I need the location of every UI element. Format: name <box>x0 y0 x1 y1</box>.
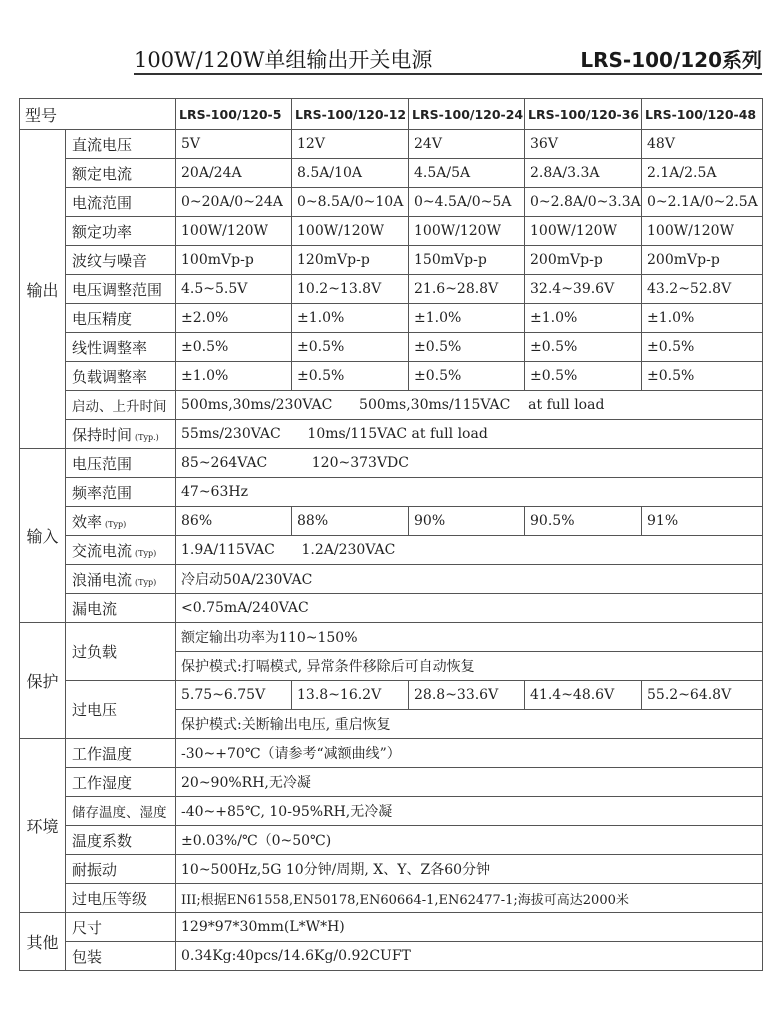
spec-value: 55ms/230VAC 10ms/115VAC at full load <box>176 420 763 449</box>
spec-value: 100W/120W <box>525 217 642 246</box>
spec-value: ±0.5% <box>642 362 763 391</box>
param-label: 储存温度、湿度 <box>66 797 176 826</box>
spec-row-frequency-range <box>20 478 763 507</box>
spec-value: ±0.5% <box>525 362 642 391</box>
param-label: 交流电流 <box>72 541 133 560</box>
spec-value: 47~63Hz <box>176 478 763 507</box>
param-label-with-typ <box>66 565 176 594</box>
param-label: 尺寸 <box>66 913 176 942</box>
param-label: 过电压等级 <box>66 884 176 913</box>
param-label: 效率 <box>72 512 103 531</box>
param-label: 电压精度 <box>66 304 176 333</box>
model-name: LRS-100/120-5 <box>176 99 292 130</box>
param-label: 耐振动 <box>66 855 176 884</box>
spec-value: ±1.0% <box>292 304 409 333</box>
spec-row-working-humidity <box>20 768 763 797</box>
spec-value: 10.2~13.8V <box>292 275 409 304</box>
spec-value: III;根据EN61558,EN50178,EN60664-1,EN62477-1;海拔可高达2000米 <box>176 884 763 913</box>
spec-value: 90.5% <box>525 507 642 536</box>
spec-value: ±1.0% <box>642 304 763 333</box>
spec-row-efficiency <box>20 507 763 536</box>
spec-row-hold-up-time <box>20 420 763 449</box>
spec-value: ±0.5% <box>409 333 525 362</box>
param-label: 包装 <box>66 942 176 971</box>
spec-value: 28.8~33.6V <box>409 681 525 710</box>
group-output: 输出 <box>20 130 66 449</box>
spec-value: 200mVp-p <box>525 246 642 275</box>
typ-note: (Typ.) <box>135 432 159 442</box>
model-series-title: LRS-100/120系列 <box>580 48 762 72</box>
spec-row-leakage-current <box>20 594 763 623</box>
spec-value: 48V <box>642 130 763 159</box>
spec-value: 88% <box>292 507 409 536</box>
spec-row-load-regulation <box>20 362 763 391</box>
group-input: 输入 <box>20 449 66 623</box>
spec-value: 10~500Hz,5G 10分钟/周期, X、Y、Z各60分钟 <box>176 855 763 884</box>
spec-value: 0~20A/0~24A <box>176 188 292 217</box>
spec-value: 0.34Kg:40pcs/14.6Kg/0.92CUFT <box>176 942 763 971</box>
spec-row-dc-voltage <box>20 130 763 159</box>
spec-value: 2.8A/3.3A <box>525 159 642 188</box>
spec-value: 21.6~28.8V <box>409 275 525 304</box>
param-label: 过电压 <box>66 681 176 739</box>
spec-value: 86% <box>176 507 292 536</box>
param-label: 温度系数 <box>66 826 176 855</box>
spec-row-overvoltage-category <box>20 884 763 913</box>
spec-value: ±0.5% <box>642 333 763 362</box>
param-label: 漏电流 <box>66 594 176 623</box>
spec-row-voltage-adj-range <box>20 275 763 304</box>
param-label: 过负载 <box>66 623 176 681</box>
spec-row-temp-coefficient <box>20 826 763 855</box>
param-label-with-typ <box>66 507 176 536</box>
spec-row-voltage-accuracy <box>20 304 763 333</box>
spec-value: 100mVp-p <box>176 246 292 275</box>
param-label-with-typ <box>66 536 176 565</box>
spec-table <box>19 98 763 971</box>
spec-value: 4.5A/5A <box>409 159 525 188</box>
spec-value: 24V <box>409 130 525 159</box>
spec-value: ±0.03%/℃（0~50℃) <box>176 826 763 855</box>
spec-value: 20A/24A <box>176 159 292 188</box>
spec-row-inrush-current <box>20 565 763 594</box>
spec-value: 100W/120W <box>409 217 525 246</box>
header-rule <box>134 73 762 75</box>
param-label-with-typ <box>66 420 176 449</box>
param-label: 工作温度 <box>66 739 176 768</box>
spec-value: ±0.5% <box>292 362 409 391</box>
model-label: 型号 <box>20 99 176 130</box>
spec-row-overload <box>20 623 763 652</box>
spec-value: 额定输出功率为110~150% <box>176 623 763 652</box>
param-label: 电压调整范围 <box>66 275 176 304</box>
spec-value: 129*97*30mm(L*W*H) <box>176 913 763 942</box>
spec-row-dimension <box>20 913 763 942</box>
spec-value: ±1.0% <box>409 304 525 333</box>
spec-row-vibration <box>20 855 763 884</box>
param-label: 启动、上升时间 <box>66 391 176 420</box>
spec-value: 13.8~16.2V <box>292 681 409 710</box>
model-name: LRS-100/120-36 <box>525 99 642 130</box>
spec-row-working-temp <box>20 739 763 768</box>
spec-value: 100W/120W <box>642 217 763 246</box>
spec-value: 55.2~64.8V <box>642 681 763 710</box>
spec-value: -40~+85℃, 10-95%RH,无冷凝 <box>176 797 763 826</box>
typ-note: (Typ) <box>135 548 157 558</box>
param-label: 额定功率 <box>66 217 176 246</box>
spec-row-line-regulation <box>20 333 763 362</box>
spec-row-setup-rise-time <box>20 391 763 420</box>
spec-value: 4.5~5.5V <box>176 275 292 304</box>
spec-value: 12V <box>292 130 409 159</box>
param-label: 电流范围 <box>66 188 176 217</box>
spec-value: 0~8.5A/0~10A <box>292 188 409 217</box>
spec-row-storage <box>20 797 763 826</box>
spec-value: 500ms,30ms/230VAC 500ms,30ms/115VAC at full load <box>176 391 763 420</box>
typ-note: (Typ) <box>105 519 127 529</box>
spec-value: 150mVp-p <box>409 246 525 275</box>
model-header-row <box>20 99 763 130</box>
spec-value: 36V <box>525 130 642 159</box>
spec-value: 85~264VAC 120~373VDC <box>176 449 763 478</box>
spec-row-rated-current <box>20 159 763 188</box>
spec-value: 91% <box>642 507 763 536</box>
spec-value: 120mVp-p <box>292 246 409 275</box>
param-label: 波纹与噪音 <box>66 246 176 275</box>
group-others: 其他 <box>20 913 66 971</box>
param-label: 保持时间 <box>72 425 133 444</box>
param-label: 浪涌电流 <box>72 570 133 589</box>
param-label: 频率范围 <box>66 478 176 507</box>
spec-value: ±1.0% <box>525 304 642 333</box>
spec-row-overvoltage <box>20 681 763 710</box>
model-name: LRS-100/120-48 <box>642 99 763 130</box>
model-name: LRS-100/120-12 <box>292 99 409 130</box>
group-environment: 环境 <box>20 739 66 913</box>
param-label: 直流电压 <box>66 130 176 159</box>
spec-value: 32.4~39.6V <box>525 275 642 304</box>
spec-value: 0~4.5A/0~5A <box>409 188 525 217</box>
spec-value: 20~90%RH,无冷凝 <box>176 768 763 797</box>
model-name: LRS-100/120-24 <box>409 99 525 130</box>
spec-value: 41.4~48.6V <box>525 681 642 710</box>
spec-value: 5.75~6.75V <box>176 681 292 710</box>
typ-note: (Typ) <box>135 577 157 587</box>
param-label: 额定电流 <box>66 159 176 188</box>
spec-value: 冷启动50A/230VAC <box>176 565 763 594</box>
spec-value: 200mVp-p <box>642 246 763 275</box>
param-label: 线性调整率 <box>66 333 176 362</box>
group-protection: 保护 <box>20 623 66 739</box>
spec-row-current-range <box>20 188 763 217</box>
protection-mode: 保护模式:关断输出电压, 重启恢复 <box>176 710 763 739</box>
spec-row-packing <box>20 942 763 971</box>
spec-value: 8.5A/10A <box>292 159 409 188</box>
spec-row-ripple-noise <box>20 246 763 275</box>
document-title: 100W/120W单组输出开关电源 <box>134 48 433 72</box>
spec-value: ±0.5% <box>292 333 409 362</box>
spec-value: ±0.5% <box>176 333 292 362</box>
spec-value: 2.1A/2.5A <box>642 159 763 188</box>
page-header <box>0 0 780 92</box>
spec-value: <0.75mA/240VAC <box>176 594 763 623</box>
spec-row-ac-current <box>20 536 763 565</box>
spec-value: ±2.0% <box>176 304 292 333</box>
protection-mode: 保护模式:打嗝模式, 异常条件移除后可自动恢复 <box>176 652 763 681</box>
spec-row-rated-power <box>20 217 763 246</box>
param-label: 工作湿度 <box>66 768 176 797</box>
spec-value: ±0.5% <box>409 362 525 391</box>
spec-value: ±0.5% <box>525 333 642 362</box>
spec-value: -30~+70℃（请参考“减额曲线”） <box>176 739 763 768</box>
spec-value: ±1.0% <box>176 362 292 391</box>
spec-value: 43.2~52.8V <box>642 275 763 304</box>
spec-value: 1.9A/115VAC 1.2A/230VAC <box>176 536 763 565</box>
spec-value: 90% <box>409 507 525 536</box>
spec-value: 100W/120W <box>176 217 292 246</box>
spec-value: 0~2.8A/0~3.3A <box>525 188 642 217</box>
spec-value: 0~2.1A/0~2.5A <box>642 188 763 217</box>
param-label: 电压范围 <box>66 449 176 478</box>
spec-value: 5V <box>176 130 292 159</box>
param-label: 负载调整率 <box>66 362 176 391</box>
spec-row-input-voltage-range <box>20 449 763 478</box>
spec-value: 100W/120W <box>292 217 409 246</box>
